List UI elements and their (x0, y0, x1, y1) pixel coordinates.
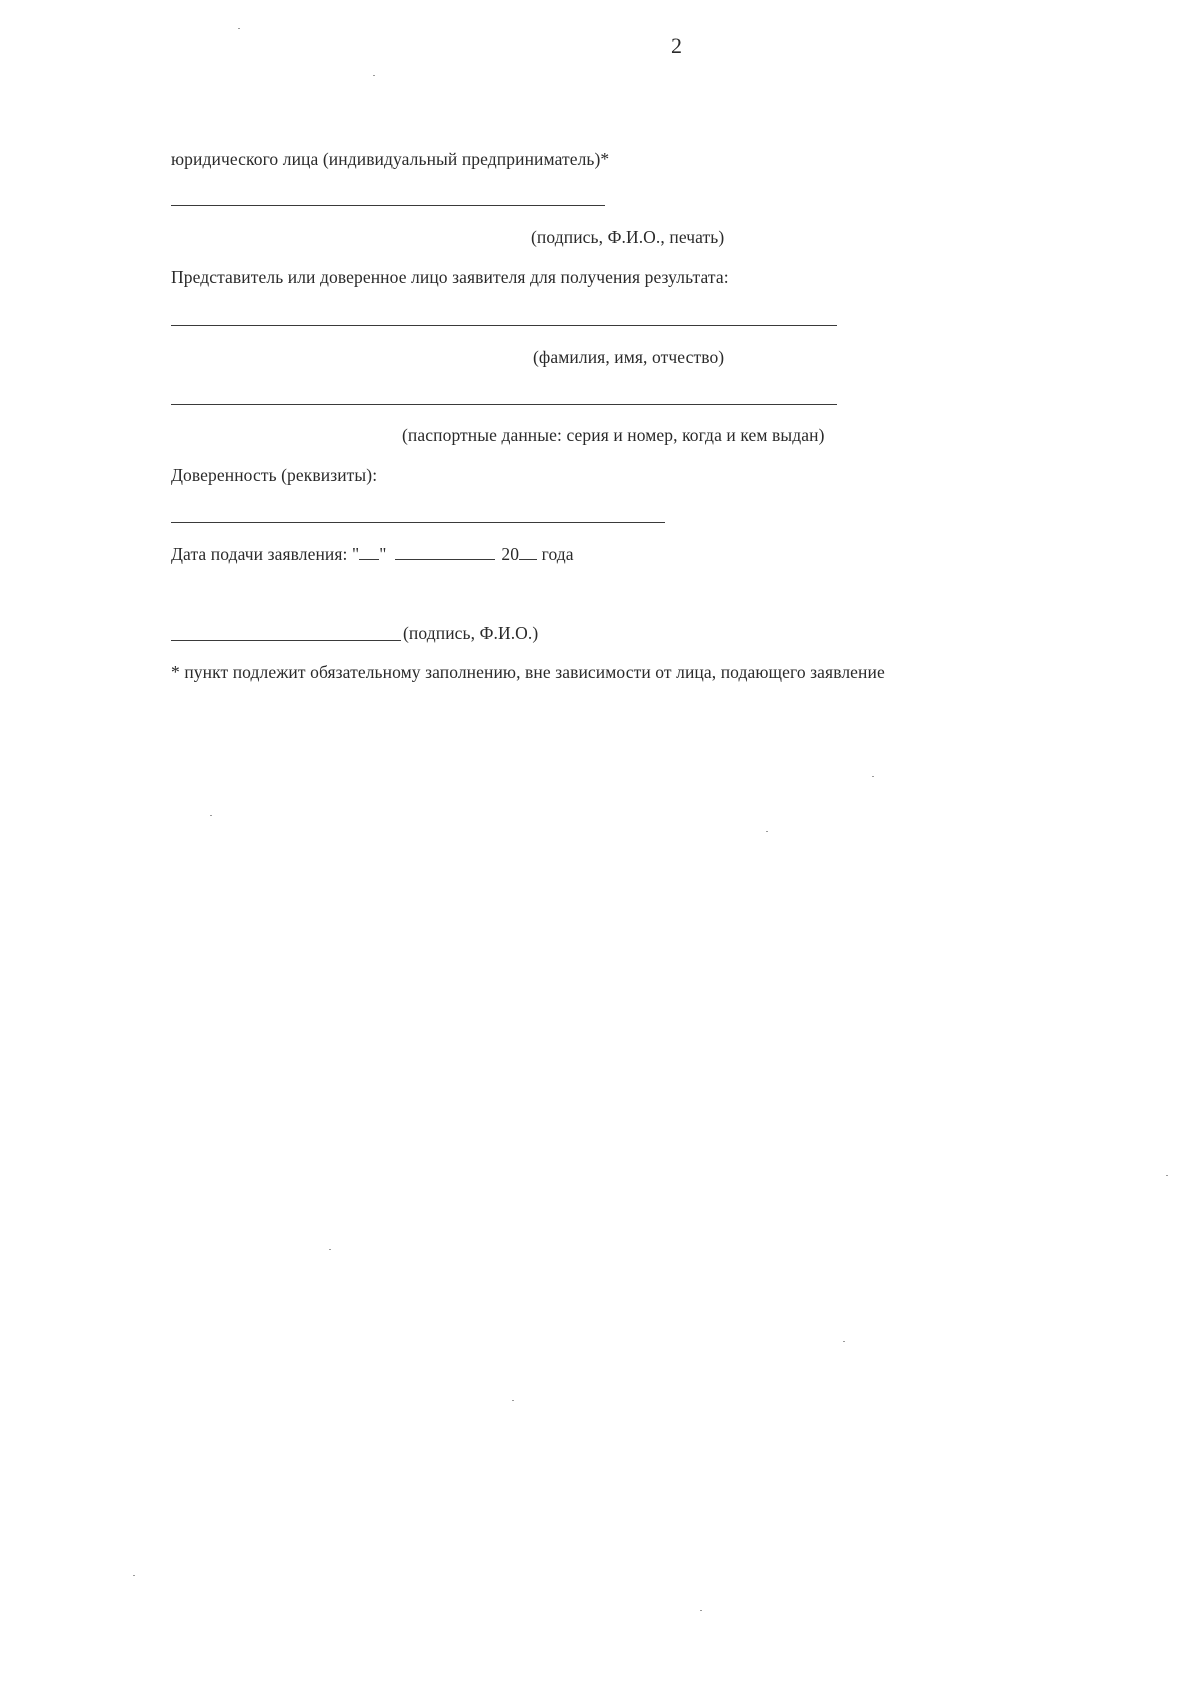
year-prefix: 20 (501, 544, 520, 564)
scan-speck (843, 1341, 845, 1342)
scan-speck (210, 815, 212, 816)
day-blank (359, 545, 379, 560)
scan-speck (512, 1400, 514, 1401)
signature-caption-1: (подпись, Ф.И.О., печать) (531, 227, 725, 247)
page-number: 2 (671, 33, 682, 58)
representative-label: Представитель или доверенное лицо заявителя для получения результата: (171, 267, 729, 287)
scan-speck (766, 831, 768, 832)
legal-entity-line: юридического лица (индивидуальный предприниматель)* (171, 149, 610, 169)
scan-speck (373, 75, 375, 76)
scan-speck (238, 28, 240, 29)
scan-speck (700, 1610, 702, 1611)
fio-caption: (фамилия, имя, отчество) (533, 347, 725, 367)
month-blank (395, 545, 495, 560)
signature-caption-2: (подпись, Ф.И.О.) (403, 623, 539, 643)
fio-line (171, 325, 837, 326)
year-blank (519, 545, 537, 560)
date-quote-close: " (379, 544, 387, 564)
power-of-attorney-label: Доверенность (реквизиты): (171, 465, 378, 485)
scan-speck (1166, 1175, 1168, 1176)
scan-speck (133, 1575, 135, 1576)
passport-line (171, 404, 837, 405)
scan-speck (329, 1249, 331, 1250)
footnote: * пункт подлежит обязательному заполнению, вне зависимости от лица, подающего заявление (171, 662, 885, 682)
signature-line-2 (171, 640, 401, 641)
date-label: Дата подачи заявления: " (171, 544, 360, 564)
date-line (171, 543, 574, 565)
power-of-attorney-line (171, 522, 665, 523)
passport-caption: (паспортные данные: серия и номер, когда и кем выдан) (402, 425, 825, 445)
scan-speck (872, 776, 874, 777)
signature-line-1 (171, 205, 605, 206)
year-suffix: года (541, 544, 574, 564)
